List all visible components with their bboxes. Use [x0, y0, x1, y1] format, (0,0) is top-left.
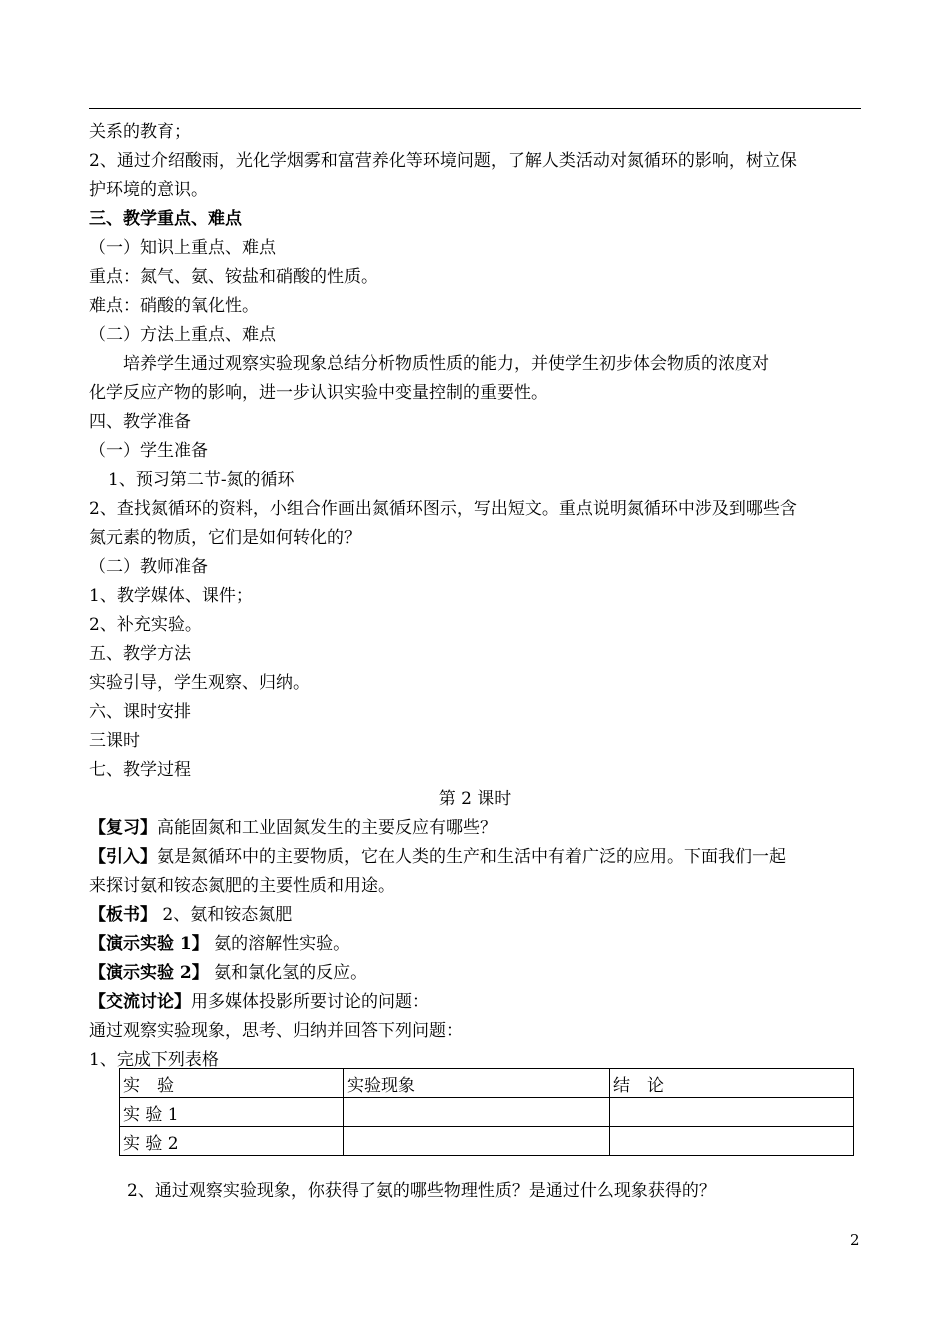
line-text: 氨和氯化氢的反应。	[208, 963, 368, 983]
tagged-line	[89, 814, 861, 843]
text-line: 培养学生通过观察实验现象总结分析物质性质的能力，并使学生初步体会物质的浓度对	[123, 354, 769, 374]
text-line: 重点：氮气、氨、铵盐和硝酸的性质。	[89, 267, 378, 287]
tagged-line	[89, 988, 861, 1017]
subsection-heading: （一）知识上重点、难点	[89, 238, 276, 258]
tagged-line	[89, 843, 861, 872]
text-line: 1、预习第二节-氮的循环	[108, 470, 295, 490]
table-cell	[610, 1098, 854, 1127]
table-row	[120, 1098, 854, 1127]
line-text: 1、完成下列表格	[89, 1050, 219, 1070]
section-heading: 四、教学准备	[89, 412, 191, 432]
page-number: 2	[850, 1231, 860, 1249]
line-text: 氨的溶解性实验。	[208, 934, 351, 954]
subsection-heading: （一）学生准备	[89, 441, 208, 461]
tagged-line	[89, 901, 861, 930]
line-text: 用多媒体投影所要讨论的问题：	[191, 992, 429, 1012]
text-line: 2、补充实验。	[89, 615, 202, 635]
text-line: 氮元素的物质，它们是如何转化的？	[89, 528, 361, 548]
subsection-heading: （二）方法上重点、难点	[89, 325, 276, 345]
question-line: 2、通过观察实验现象，你获得了氨的哪些物理性质？是通过什么现象获得的？	[127, 1181, 716, 1201]
line-text: 来探讨氨和铵态氮肥的主要性质和用途。	[89, 876, 395, 896]
line-tag: 【板书】	[89, 905, 157, 925]
table-cell: 实 验 2	[120, 1127, 344, 1156]
text-line: 三课时	[89, 731, 140, 751]
header-rule	[89, 108, 861, 109]
tagged-line	[89, 872, 861, 901]
table-row	[120, 1127, 854, 1156]
line-text: 高能固氮和工业固氮发生的主要反应有哪些？	[157, 818, 497, 838]
table-header-cell: 结 论	[610, 1069, 854, 1098]
section-heading: 三、教学重点、难点	[89, 209, 242, 229]
document-body	[89, 118, 861, 1075]
line-text: 通过观察实验现象，思考、归纳并回答下列问题：	[89, 1021, 463, 1041]
section-heading: 五、教学方法	[89, 644, 191, 664]
section-heading: 六、课时安排	[89, 702, 191, 722]
line-text: 2、氨和铵态氮肥	[157, 905, 293, 925]
text-line: 2、查找氮循环的资料，小组合作画出氮循环图示，写出短文。重点说明氮循环中涉及到哪些含	[89, 499, 797, 519]
table-header-cell: 实 验	[120, 1069, 344, 1098]
line-tag: 【演示实验 2】	[89, 963, 209, 983]
line-tag: 【演示实验 1】	[89, 934, 209, 954]
tagged-line	[89, 930, 861, 959]
text-line: 护环境的意识。	[89, 180, 208, 200]
table-cell	[610, 1127, 854, 1156]
table-cell	[344, 1127, 610, 1156]
text-line: 实验引导，学生观察、归纳。	[89, 673, 310, 693]
line-tag: 【引入】	[89, 847, 157, 867]
lesson-title: 第 2 课时	[438, 789, 512, 809]
text-line: 难点：硝酸的氧化性。	[89, 296, 259, 316]
text-line: 1、教学媒体、课件；	[89, 586, 253, 606]
tagged-line	[89, 1017, 861, 1046]
experiment-table	[119, 1068, 854, 1156]
section-heading: 七、教学过程	[89, 760, 191, 780]
table-cell: 实 验 1	[120, 1098, 344, 1127]
table-header-row	[120, 1069, 854, 1098]
table-cell	[344, 1098, 610, 1127]
subsection-heading: （二）教师准备	[89, 557, 208, 577]
table-header-cell: 实验现象	[344, 1069, 610, 1098]
text-line: 2、通过介绍酸雨，光化学烟雾和富营养化等环境问题，了解人类活动对氮循环的影响，树立保	[89, 151, 797, 171]
line-tag: 【交流讨论】	[89, 992, 191, 1012]
tagged-line	[89, 959, 861, 988]
text-line: 关系的教育；	[89, 122, 191, 142]
line-tag: 【复习】	[89, 818, 157, 838]
line-text: 氨是氮循环中的主要物质，它在人类的生产和生活中有着广泛的应用。下面我们一起	[157, 847, 786, 867]
text-line: 化学反应产物的影响，进一步认识实验中变量控制的重要性。	[89, 383, 548, 403]
